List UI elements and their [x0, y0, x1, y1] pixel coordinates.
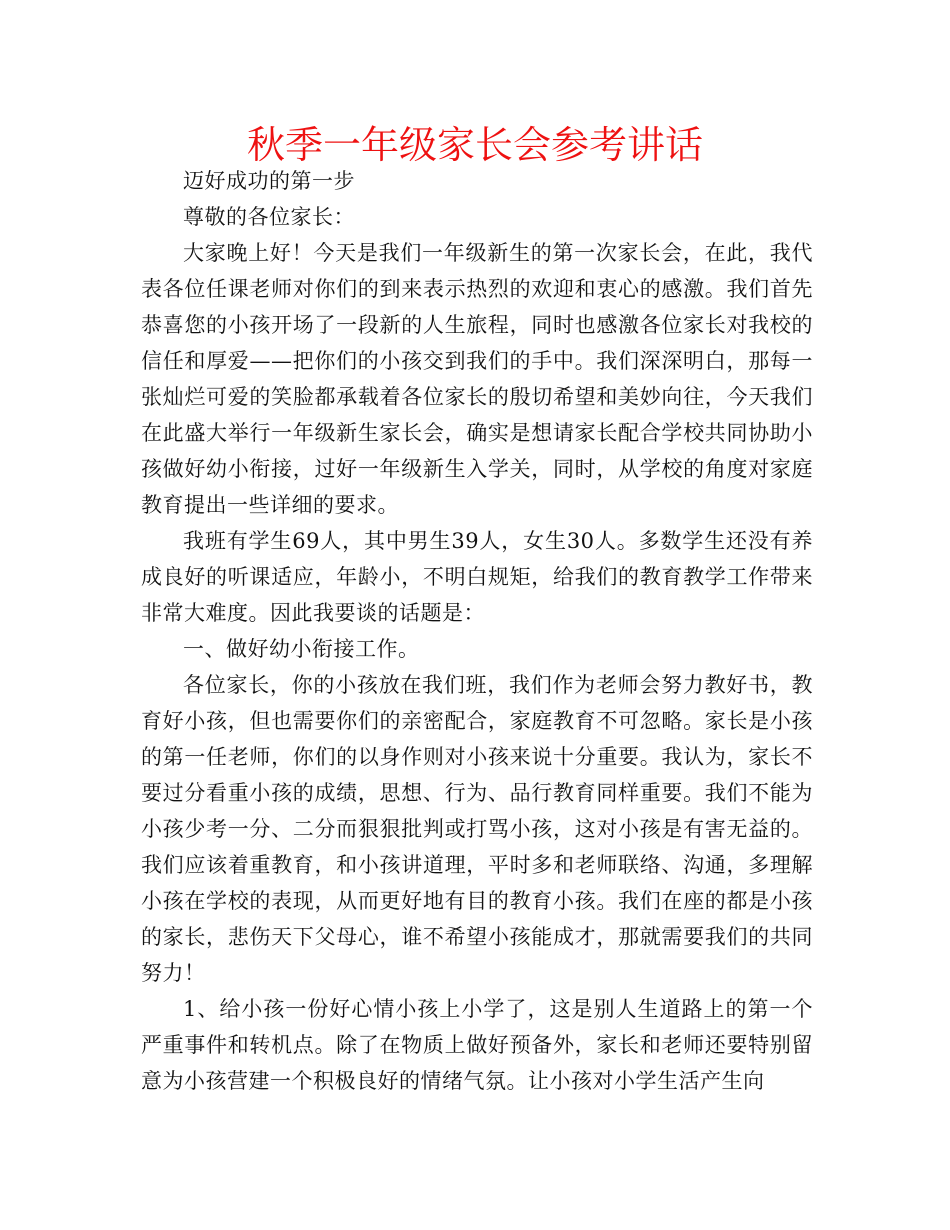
- paragraph-greeting: 大家晚上好！今天是我们一年级新生的第一次家长会，在此，我代表各位任课老师对你们的到来表示热烈的欢迎和衷心的感激。我们首先恭喜您的小孩开场了一段新的人生旅程，同时也感激各位家长对我校的信任和厚爱——把你们的小孩交到我们的手中。我们深深明白，那每一张灿烂可爱的笑脸都承载着各位家长的殷切希望和美妙向往，今天我们在此盛大举行一年级新生家长会，确实是想请家长配合学校共同协助小孩做好幼小衔接，过好一年级新生入学关，同时，从学校的角度对家庭教育提出一些详细的要求。: [141, 241, 813, 517]
- paragraph-section-heading: 一、做好幼小衔接工作。: [183, 637, 420, 661]
- document-title: 秋季一年级家长会参考讲话: [246, 123, 703, 167]
- paragraph-subtitle: 迈好成功的第一步: [183, 169, 355, 193]
- paragraph-good-mood: 1、给小孩一份好心情小孩上小学了，这是别人生道路上的第一个严重事件和转机点。除了在物质上做好预备外，家长和老师还要特别留意为小孩营建一个积极良好的情绪气氛。让小孩对小学生活产生向: [141, 997, 813, 1093]
- document-body: [141, 163, 813, 1099]
- paragraph-parents-cooperation: 各位家长，你的小孩放在我们班，我们作为老师会努力教好书，教育好小孩，但也需要你们的亲密配合，家庭教育不可忽略。家长是小孩的第一任老师，你们的以身作则对小孩来说十分重要。我认为，家长不要过分看重小孩的成绩，思想、行为、品行教育同样重要。我们不能为小孩少考一分、二分而狠狠批判或打骂小孩，这对小孩是有害无益的。我们应该着重教育，和小孩讲道理，平时多和老师联络、沟通，多理解小孩在学校的表现，从而更好地有目的教育小孩。我们在座的都是小孩的家长，悲伤天下父母心，谁不希望小孩能成才，那就需要我们的共同努力！: [141, 673, 813, 985]
- paragraph-class-info: 我班有学生69人，其中男生39人，女生30人。多数学生还没有养成良好的听课适应，年龄小，不明白规矩，给我们的教育教学工作带来非常大难度。因此我要谈的话题是：: [141, 529, 813, 625]
- paragraph-salutation: 尊敬的各位家长：: [183, 205, 355, 229]
